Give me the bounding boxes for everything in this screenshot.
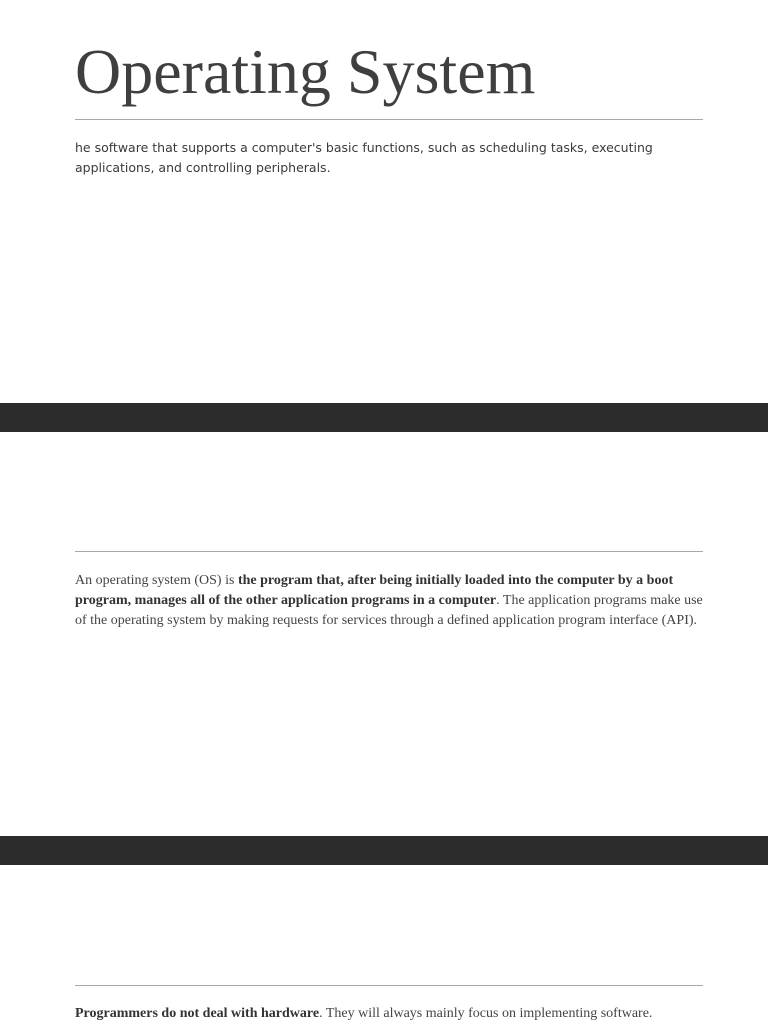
- section-divider-1: [75, 551, 703, 552]
- programmers-bold: Programmers do not deal with hardware: [75, 1006, 320, 1021]
- definition-paragraph: he software that supports a computer's basic functions, such as scheduling tasks, executing applications, and controlling peripherals.: [75, 140, 653, 175]
- page-title: Operating System: [75, 36, 536, 107]
- os-definition-rest: . The application programs make use of the operating system by making requests for services through a defined application program interface (API).: [75, 593, 703, 628]
- os-definition-bold: the program that, after being initially loaded into the computer by a boot program, manages all of the other application programs in a computer: [75, 573, 674, 608]
- section-band-2: [0, 836, 768, 865]
- section-band-1: [0, 403, 768, 432]
- os-definition-paragraph: [75, 571, 705, 631]
- programmers-rest: . They will always mainly focus on implementing software.: [319, 1006, 653, 1021]
- title-divider: [75, 119, 703, 120]
- section-divider-2: [75, 985, 703, 986]
- programmers-paragraph: [75, 1004, 725, 1024]
- os-definition-lead: An operating system (OS) is: [75, 573, 238, 588]
